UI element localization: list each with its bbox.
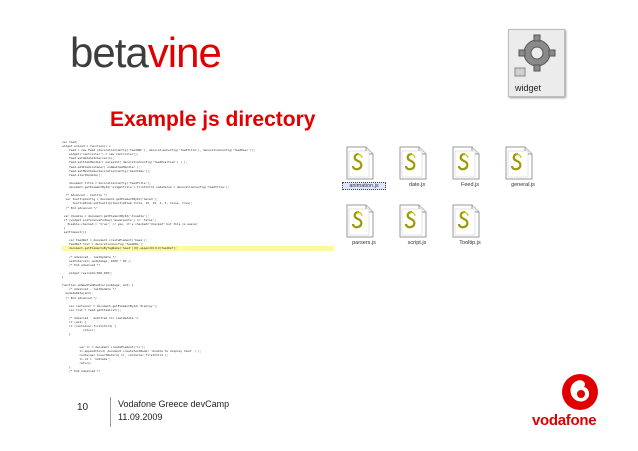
js-file-icon [452,204,480,238]
code-line: /* End advanced */ [62,205,97,210]
code-line: return; [62,328,96,333]
js-file-icon [346,146,374,180]
code-line: li.id = 'noItems'; [62,356,111,361]
file-name: date.js [408,182,426,188]
file-item[interactable] [442,204,498,256]
code-line: if (widget.preferenceForKey('moveCounts') == 'false') [62,217,156,222]
file-name: animation.js [342,182,386,190]
code-line: var list = feed.getItemList(); [62,307,122,312]
code-line: document.title = decorationConfig('feedTitle'); [62,180,151,185]
code-line: document.getElementsByTagName('head')[0].appendChild(feedRef); [62,246,334,250]
code-line: feed.setMaxItems(decorationConfig('maxItems')); [62,168,151,173]
code-line: var li = document.createElement('li'); [62,344,146,349]
code-line: updateDate(anI); [62,291,94,296]
betavine-logo [70,29,221,76]
js-file-icon [505,146,533,180]
vodafone-wordmark: vodafone [532,412,597,429]
code-line: var disable = document.getElementById('disable'); [62,213,150,218]
file-item[interactable] [495,146,551,198]
code-line: setTimeout(){ [62,230,87,235]
code-line: feedRef.href = decorationConfig('feedURL'); [62,242,144,247]
code-line: /* Advanced - lastUpdate */ [62,254,116,259]
js-file-icon [399,204,427,238]
file-item[interactable] [442,146,498,198]
file-name: script.js [407,240,427,246]
code-line: li.appendChild( document.createTextNode( 'Unable to display feed' ) ); [62,348,202,353]
code-line: /* End advanced */ [62,369,101,374]
vodafone-logo [532,372,622,428]
logo-text-beta: beta [70,29,148,76]
code-line: if (container.firstChild) { [62,324,116,329]
js-file-icon [399,146,427,180]
code-line: document.getElementById('widgetTitle').firstChild.nodeValue = decorationConfig('feedTitle'); [62,185,230,190]
code-line: tooltipElem.setTooltip(tooltipElem.title, 10, 10, 4, 5, false, true); [62,201,193,206]
code-line: feed.setUpdateInterval(1); [62,156,115,161]
code-line: var tooltipConfig = document.getElementById('moved'); [62,197,158,202]
code-line: } [62,225,66,230]
code-line: } [62,332,71,337]
code-line: setInterval( updateAge, 1000 * 60 ); [62,258,132,263]
code-line: container.insertBefore( li, container.firstChild ); [62,352,169,357]
code-line: } [62,365,71,370]
code-line: feed.addItemListener( onNewItemHandler ); [62,164,141,169]
code-line: /* Advanced - lastUpdate */ [62,287,116,292]
code-line: /* End advanced */ [62,295,97,300]
vodafone-speechmark-icon [560,372,600,412]
file-name: general.js [511,182,535,188]
logo-text-vine: vine [147,29,221,76]
code-line: var feedRef = document.createElement('base'); [62,238,148,243]
code-line: } [62,275,64,280]
file-item[interactable] [336,146,392,198]
code-line: disable.checked = 'true'; // yes, it's checked="checked" but this is easier [62,221,198,226]
file-name: parsers.js [352,240,376,246]
code-line: /* Advanced - tooltip */ [62,193,108,198]
code-line: /* Advanced - modified for lastUpdate */ [62,316,139,321]
code-line: feed.startUpdate(); [62,172,103,177]
js-file-icon [452,146,480,180]
file-icon-grid [336,146,546,256]
gear-widget-icon [509,30,564,80]
widget-label: widget [515,83,542,93]
code-line: var container = document.getElementById('display'); [62,303,158,308]
code-line: widget.resizeTo(400,250); [62,271,113,275]
code-line: var feed; [62,140,78,144]
file-name: Feed.js [460,182,480,188]
page-number: 10 [77,402,89,413]
footer-divider [110,397,111,427]
file-item[interactable] [389,146,445,198]
code-line: if (anI) { [62,320,87,325]
code-listing [62,140,334,388]
file-name: Tooltip.js [459,240,481,246]
widget-badge [508,29,565,97]
js-file-icon [346,204,374,238]
file-item[interactable] [336,204,392,256]
footer-title: Vodafone Greece devCamp [118,399,230,409]
code-line: feed = new Feed (decorationConfig('feedURL'), decorationConfig('feedTitle'), decorationConfig('feedDesc')); [62,148,256,153]
code-line: function onNewItemHandler(anImage, anI) { [62,283,134,288]
code-line: /* End advanced */ [62,262,101,267]
file-item[interactable] [389,204,445,256]
slide-title: Example js directory [110,108,316,131]
code-line: return; [62,361,92,366]
code-line: feed.setItemHandler( parseInt( decorationConfig('feedPosition') ) ); [62,160,188,165]
code-line: widget('controller') = new Controller(); [62,152,139,157]
footer-date: 11.09.2009 [118,412,163,422]
code-line: widget.onload = function() { [62,144,111,149]
